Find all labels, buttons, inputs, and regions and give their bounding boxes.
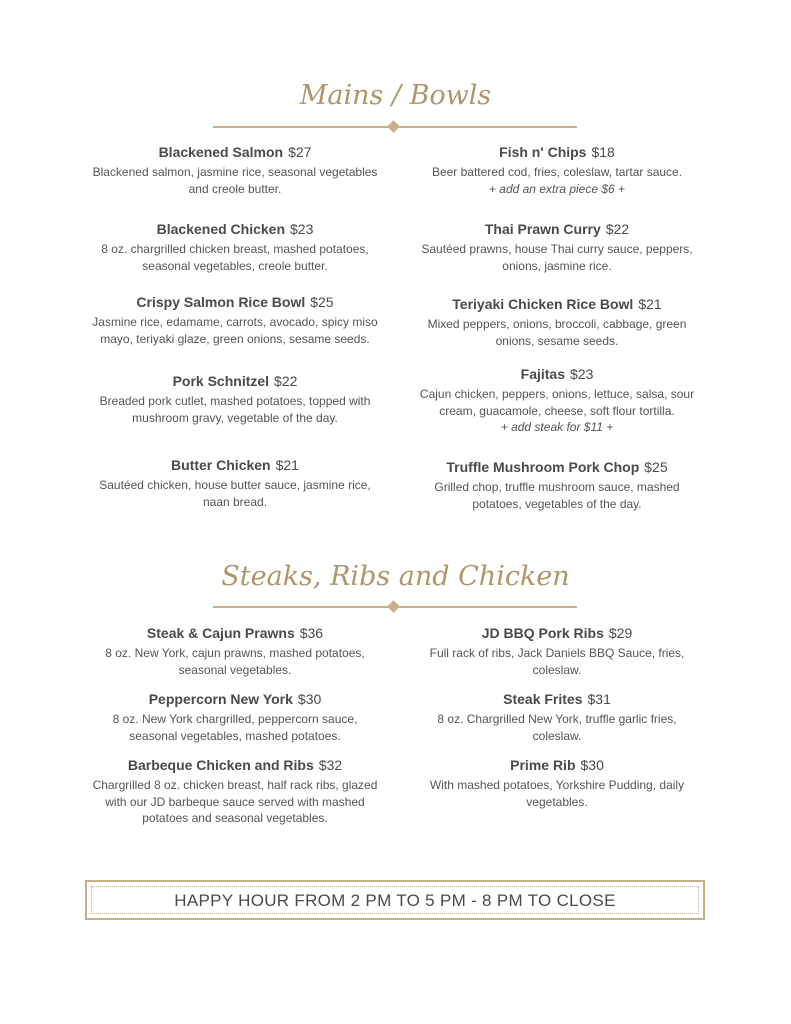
menu-item <box>90 756 380 827</box>
menu-item-price: $21 <box>638 296 662 312</box>
menu-item <box>412 690 702 744</box>
menu-item <box>412 756 702 810</box>
section-divider <box>213 601 577 613</box>
menu-item-price: $25 <box>644 459 668 475</box>
menu-item-description: 8 oz. New York chargrilled, peppercorn sauce, seasonal vegetables, mashed potatoes. <box>112 712 358 743</box>
menu-item-price: $29 <box>608 625 633 641</box>
menu-item <box>90 624 380 678</box>
menu-item <box>412 624 702 678</box>
menu-item <box>90 143 380 197</box>
menu-item-name: Prime Rib <box>510 757 576 773</box>
menu-item-heading <box>90 756 380 774</box>
menu-item-description: Blackened salmon, jasmine rice, seasonal vegetables and creole butter. <box>92 165 378 196</box>
menu-item-description: Sautéed chicken, house butter sauce, jasmine rice, naan bread. <box>99 478 371 509</box>
menu-item-description: Breaded pork cutlet, mashed potatoes, topped with mushroom gravy, vegetable of the day. <box>99 394 371 425</box>
menu-item <box>412 458 702 512</box>
menu-item-heading <box>412 624 702 642</box>
menu-item-price: $21 <box>275 457 299 473</box>
menu-item <box>90 456 380 510</box>
menu-item-description: Full rack of ribs, Jack Daniels BBQ Sauce, fries, coleslaw. <box>429 646 685 677</box>
section-divider <box>213 121 577 133</box>
menu-item-price: $23 <box>570 366 594 382</box>
menu-item-heading <box>412 295 702 313</box>
menu-item-name: Crispy Salmon Rice Bowl <box>136 294 306 310</box>
section-title-steaks: Steaks, Ribs and Chicken <box>221 561 570 592</box>
happy-hour-banner <box>85 880 705 920</box>
menu-item <box>90 372 380 426</box>
menu-item-name: Butter Chicken <box>171 457 271 473</box>
menu-item-description: Sautéed prawns, house Thai curry sauce, peppers, onions, jasmine rice. <box>421 242 693 273</box>
menu-item-name: Truffle Mushroom Pork Chop <box>446 459 640 475</box>
menu-item <box>90 220 380 274</box>
menu-item-heading <box>90 624 380 642</box>
menu-item-description: Grilled chop, truffle mushroom sauce, mashed potatoes, vegetables of the day. <box>434 480 680 511</box>
menu-item-description: 8 oz. Chargrilled New York, truffle garlic fries, coleslaw. <box>437 712 677 743</box>
menu-item-price: $18 <box>591 144 615 160</box>
menu-item-addon: + add an extra piece $6 + <box>488 181 626 196</box>
menu-item-name: Peppercorn New York <box>148 691 293 707</box>
menu-item-name: Blackened Salmon <box>158 144 284 160</box>
menu-item-name: Fish n' Chips <box>499 144 587 160</box>
menu-item-description: Jasmine rice, edamame, carrots, avocado, spicy miso mayo, teriyaki glaze, green onions, sesame seeds. <box>92 315 378 346</box>
menu-item-description: 8 oz. chargrilled chicken breast, mashed potatoes, seasonal vegetables, creole butter. <box>101 242 369 273</box>
section-title-mains: Mains / Bowls <box>299 80 492 111</box>
menu-item-description: Beer battered cod, fries, coleslaw, tartar sauce. <box>431 165 683 179</box>
menu-item-addon: + add steak for $11 + <box>500 420 614 434</box>
menu-item <box>412 295 702 349</box>
menu-item-name: Barbeque Chicken and Ribs <box>127 757 314 773</box>
diamond-icon <box>387 120 400 133</box>
menu-item-price: $30 <box>580 757 604 773</box>
menu-item-heading <box>412 220 702 238</box>
menu-item-heading <box>90 220 380 238</box>
menu-item-description: Mixed peppers, onions, broccoli, cabbage, green onions, sesame seeds. <box>427 317 687 348</box>
menu-item <box>90 690 380 744</box>
menu-item-price: $31 <box>587 691 611 707</box>
menu-item-price: $22 <box>274 373 298 389</box>
menu-item-name: JD BBQ Pork Ribs <box>481 625 604 641</box>
menu-item <box>412 220 702 274</box>
menu-item-price: $23 <box>290 221 314 237</box>
menu-item-name: Steak Frites <box>503 691 583 707</box>
menu-item-name: Blackened Chicken <box>156 221 286 237</box>
menu-item-price: $27 <box>288 144 312 160</box>
menu-item-heading <box>90 690 380 708</box>
menu-item-name: Teriyaki Chicken Rice Bowl <box>452 296 634 312</box>
happy-hour-text: HAPPY HOUR FROM 2 PM TO 5 PM - 8 PM TO CLOSE <box>174 891 616 910</box>
menu-item-price: $22 <box>605 221 630 237</box>
menu-item-heading <box>90 456 380 474</box>
menu-item-name: Thai Prawn Curry <box>484 221 601 237</box>
menu-item-price: $36 <box>299 625 324 641</box>
menu-item <box>412 365 702 436</box>
menu-item-heading <box>90 143 380 161</box>
menu-item-description: Cajun chicken, peppers, onions, lettuce, salsa, sour cream, guacamole, cheese, soft flour tortilla. <box>419 387 695 418</box>
menu-item-heading <box>412 365 702 383</box>
menu-item-name: Pork Schnitzel <box>172 373 270 389</box>
menu-item-description: Chargrilled 8 oz. chicken breast, half rack ribs, glazed with our JD barbeque sauce served with mashed potatoes and seasonal vegetables. <box>92 778 378 825</box>
menu-item <box>412 143 702 197</box>
menu-item-name: Fajitas <box>520 366 565 382</box>
menu-item-price: $25 <box>310 294 334 310</box>
menu-item-heading <box>90 372 380 390</box>
menu-item-heading <box>412 756 702 774</box>
menu-item-heading <box>412 143 702 161</box>
menu-item-heading <box>90 293 380 311</box>
menu-item-heading <box>412 690 702 708</box>
menu-item-description: 8 oz. New York, cajun prawns, mashed potatoes, seasonal vegetables. <box>105 646 365 677</box>
menu-item-heading <box>412 458 702 476</box>
menu-item-description: With mashed potatoes, Yorkshire Pudding, daily vegetables. <box>429 778 685 809</box>
menu-item-name: Steak & Cajun Prawns <box>146 625 295 641</box>
diamond-icon <box>387 600 400 613</box>
menu-item <box>90 293 380 347</box>
menu-item-price: $32 <box>318 757 343 773</box>
menu-item-price: $30 <box>297 691 322 707</box>
